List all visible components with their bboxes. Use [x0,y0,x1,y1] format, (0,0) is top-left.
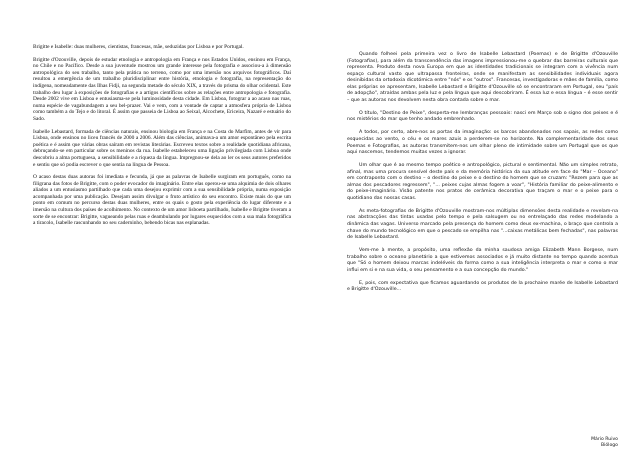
left-text-column [33,44,291,233]
paragraph-brigitte: Brigitte d'Ozouville, depois de estudar etnologia e antropologia em França e nos Estados Unidos, ensinou em França, no Chile e no Pacífico. Desde a sua juventude mostrou um grande interesse pela fotografia e associou-a à dimensão antropológica do seu trabalho, tanto pela prática no terreno, como por uma imersão nos arquivos fotográficos. Daí resultou a emergência de um trabalho pluridisciplinar entre história, etnologia e fotografia, na representação do indígena, nomeadamente das Ilhas Fidji, na segunda metade do século XIX, a través do prisma do olhar ocidental. Este trabalho deu lugar à exposições de fotografias e a artigos científicos sobre as relações entre antropologia e fotografia. Desde 2002 vive em Lisboa e entusiasma-se pela luminosidade desta cidade. Em Lisboa, fotograr a ao acaso nas ruas, numa espécie de vagabundagem a seu bel-prazer. Vai e vem, com a vontade de captar a atmosfera própria de Lisboa como também a do Tejo e do litoral. É assim que passeia de Lisboa ao Seixal, Alcochete, Ericeira, Nazaré e estuário do Sado. [33,56,291,122]
preface-paragraph: O título, "Destino de Peixe", desperta-me lembranças pessoais: nasci em Março sob o signo dos peixes e é nos mistérios do mar que tenho andado embrenhado. [347,110,618,123]
preface-paragraph: A todos, por certo, abre-nos as portas da imaginação: os barcos abandonados nos sapais, as redes como esquecidas ao vento, o céu e os mares azuis a perderem-se no horizonte. Na complementaridade dos seus Poemas e Fotografias, as autoras transmitem-nos um olhar pleno de intimidade sobre um Portugal que os que aqui nascemos, tendemos muitas vezes a ignorar. [347,130,618,156]
signature-name: Mário Ruivo [591,437,618,442]
paragraph-isabelle: Isabelle Lebastard, formada de ciências naturais, ensinou biologia em França e na Costa do Marfim, antes de vir para Lisboa, onde ensinou no liceu francês de 2000 a 2006. Além das ciências, animava-a um amor espontâneo pela escrita poética e é assim que várias obras saíram em revistas literárias. Escreveu textos sobre a realidade quotidiana africana, debruçando-se em particular sobre os meninos da rua. Isabelle estabeleceu uma ligação privilegiada com Lisboa onde descobriu a alma portuguesa, a sensibilidade e a riqueza da língua. Impregnou-se dela ao ler os seus autores preferidos e sentiu que só podia escrever o que sentia na língua de Pessoa. [33,128,291,168]
paragraph-encounter: O acaso destas duas autoras foi imediata e fecunda, já que as palavras de Isabelle surgiram em português, como na filigrana das fotos de Brigitte, com o poder evocador do imaginário. Entre elas operou-se uma alquimia de dois olhares aliados a um entusiasmo partilhado que cada uma desejou exprimir com a sua sensibilidade própria, numa exposição acompanhada por uma publicação. Desejam assim divulgar o fruto artístico do seu encontro. Existe mais do que um ponto em comum no percurso destas duas mulheres, entre os quais o gosto pela experiência do lugar diferente e a imersão na cultura dos países de acolhimento. No contexto de um amor lisboeta partilhado, Isabelle e Brigitte tiveram a sorte de se encontrar: Brigitte, vagueando pelas ruas e deambulando por lugares esquecidos com a sua mala fotográfica a tiracolo, Isabelle rascunhando no seu caderninho, bebendo bicas nas esplanadas. [33,174,291,227]
preface-paragraph: Vem-me à mente, a propósito, uma reflexão da minha saudosa amiga Elizabeth Mann Borgese, num trabalho sobre o oceano planetário a que estivemos associados e já muito distante no tempo quando acentua que "Só o homem deixou marcas indeléveis da forma como a sua inteligência interpreta o mar e como o mar influi em si e na sua vida, o seu pensamento e a sua concepção do mundo." [347,248,618,273]
preface-paragraph: E, pois, com expectativa que ficamos aguardando os produtos de la prochaine marée de Isabelle Lebastard e Brigitte d'Ozouville... [347,280,618,293]
right-page [320,0,640,453]
preface-paragraph: Um olhar que é ao mesmo tempo poético e antropológico, pictural e sentimental. Não um simples retrato, afinal, mas uma procura sensível deste país e da memória histórica da sua atitude em face do "Mar – Oceano" em contraponto com o destino – o destino do peixe e o destino do homem que se cruzam: "Rezem para que as almas dos pescadores regressem", "... peixes cujas almas fogem a voar", "História familiar do peixe-alimento e do peixe-imaginário. Visão patente nos pratos de cerâmica decorativa que traçam o mar e o peixe para o quotidiano das nossas casas. [347,163,618,201]
preface-text-column [347,52,618,300]
signature-role: Biólogo [600,443,618,448]
preface-paragraph: As meta-fotografias de Brigitte d'Ozouville mostram-nos múltiplas dimensões desta realidade e revelam-na nas abstracções das tintas usadas pelo tempo e pela salsugem ou no entrelaçado das redes modelando a dinâmica das vagas. Universo marcado pela presença do homem como deus ex-machina, o braço que controla a chave do mundo tecnológico em que o pescado se empilha nas "...caixas metálicas bem fechadas", nas palavras de Isabelle Lebastard. [347,208,618,241]
preface-paragraph: Quando folheei pela primeira vez o livro de Isabelle Lebastard (Poemas) e de Brigitte d'Ozouville (Fotografias), para além da transcendência das imagens impressionou-me o quebrar das barreiras culturais que representa. Produto desta nova Europa em que as identidades tradicionais se integram com a vivência num espaço cultural vasto que ultrapassa fronteiras, onde se manifestam as sensibilidades individuais agora desinibidas da ortodoxia dicotómica entre "nós" e os "outros". Francesas, investigadoras e mães de família, como elas próprias se apresentam, Isabelle Lebastard e Brigitte d'Ozouville só se encontraram em Portugal, seu "país de adopção", atraídas ambas pela luz e pela língua que aqui descobriram. É essa luz e essa língua – é esse sentir – que as autoras nos devolvem nesta obra contada sobre o mar. [347,52,618,103]
signature-block [591,437,618,449]
intro-title: Brigitte e Isabelle: duas mulheres, cientistas, francesas, mãe, seduzidas por Lisboa e por Portugal. [33,44,244,50]
